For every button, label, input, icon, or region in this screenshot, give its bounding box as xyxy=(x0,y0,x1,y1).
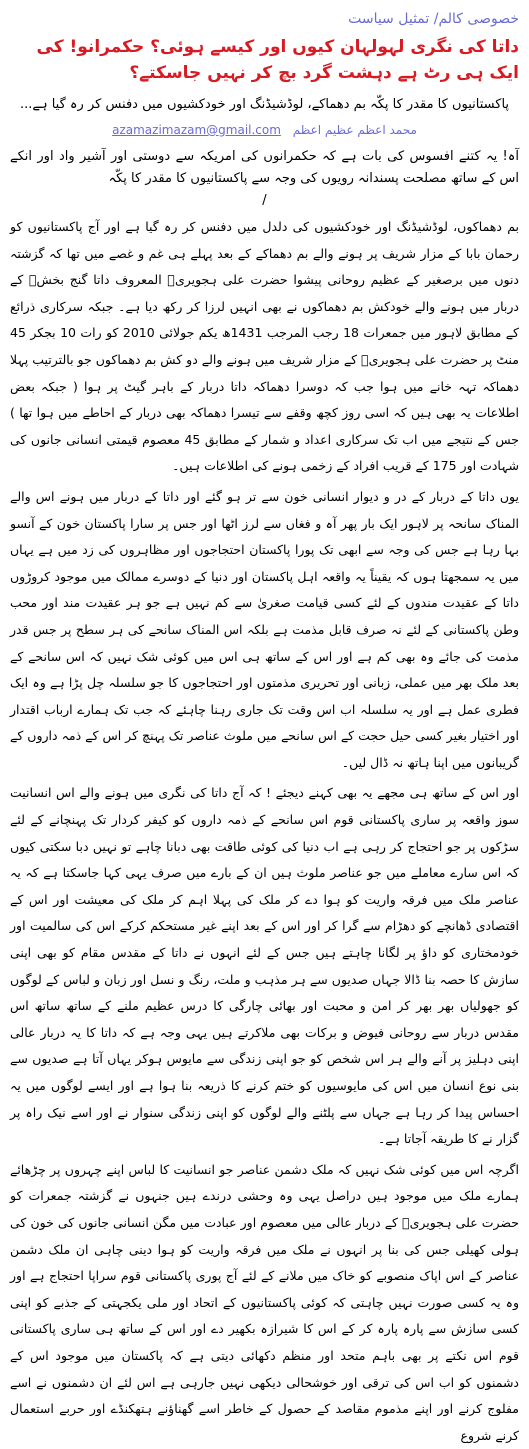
article-paragraph: اگرچہ اس میں کوئی شک نہیں کہ ملک دشمن عناصر جو انسانیت کا لباس اپنے چہروں پر چڑھائے ہمارے ملک میں موجود ہیں دراصل یہی وہ وحشی درندے ہیں جنہوں نے گزشتہ جمعرات کو حضرت علی ہجویریؒ کے دربار عالی میں معصوم اور عبادت میں مگن انسانی جانوں کی خون کی ہولی کھیلی جس کی بنا پر انہوں نے ملک میں فرقہ واریت کو ہوا دینی چاہی ان ملک دشمن عناصر کے اس اپاک منصوبے کو خاک میں ملانے کے لئے آج پوری پاکستانی قوم سراپا احتجاج ہے اور وہ یہ کسی صورت نہیں چاہتی کہ کوئی پاکستانیوں کے اتحاد اور ملی یکجہتی کے جذبے کو اپنی کسی سازش سے پارہ پارہ کر کے اس کا شیرازہ بکھیر دے اور اس کے ساتھ ہی ساری پاکستانی قوم اس نکتے پر بھی باہم متحد اور منظم دکھائی دیتی ہے کہ پاکستان میں موجود اس کے دشمنوں کو اب اس کی ترقی اور خوشحالی دیکھی نہیں جارہی ہے اس لئے ان دشمنوں نے اسے مفلوج کرنے اور اپنے مذموم مقاصد کے حصول کے خاطر اسے گھناؤنے ہتھکنڈے اور حربے استعمال کرنے شروع xyxy=(10,1161,519,1443)
author-line xyxy=(10,120,519,140)
column-kicker: خصوصی کالم/ تمثیل سیاست xyxy=(348,11,519,27)
article-intro: آہ! یہ کتنے افسوس کی بات ہے کہ حکمرانوں کی امریکہ سے دوستی اور آشیر واد اور انکے اس کے ساتھ مصلحت پسندانہ رویوں کی وجہ سے پاکستانیوں کا مقدر کا پکّہ xyxy=(10,149,519,186)
section-separator: / xyxy=(262,193,267,208)
author-name: محمد اعظم عظیم اعظم xyxy=(292,123,417,137)
article-paragraph: یوں داتا کے دربار کے در و دیوار انسانی خون سے تر ہو گئے اور داتا کے دربار میں ہونے اس والے المناک سانحہ پر لاہور ایک بار پھر آہ و فغاں سے لرز اٹھا اور جس پر سارا پاکستان خون کے آنسو بہا رہا ہے جس کی وجہ سے ابھی تک پورا پاکستان احتجاجوں اور مظاہروں کی زد میں ہے یہاں میں یہ سمجھتا ہوں کہ یقیناً یہ واقعہ اہل پاکستان اور دنیا کے دوسرے ممالک میں موجود کروڑوں داتا کے عقیدت مندوں کے لئے کسی قیامت صغریٰ سے کم نہیں ہے جو ہر عقیدت مند اور محب وطن پاکستانی کے لئے نہ صرف قابل مذمت ہے بلکہ اس المناک سانحے کی ہر سطح پر جس قدر مذمت کی جائے وہ بھی کم ہے اور اس کے ساتھ ہی اس میں کوئی شک نہیں کہ اس سانحے کے بعد ملک بھر میں عملی، زبانی اور تحریری مذمتوں اور احتجاجوں کا جو سلسلہ چل پڑا ہے وہ ایک فطری عمل ہے اور یہ سلسلہ اب اس وقت تک جاری رہنا چاہئے کہ جب تک ہمارے ارباب اقتدار اور اختیار بغیر کسی حیل حجت کے اس سانحے میں ملوث عناصر تک پہنچ کر اس کے ذمہ داروں کے گریبانوں میں اپنا ہاتھ نہ ڈال لیں۔ xyxy=(10,488,519,770)
article-paragraph: اور اس کے ساتھ ہی مجھے یہ بھی کہنے دیجئے ! کہ آج داتا کی نگری میں ہونے والے اس انسانیت سوز واقعہ پر ساری پاکستانی قوم اس سانحے کے ذمہ داروں کو کیفر کردار تک پہنچانے کے لئے سڑکوں پر جو احتجاج کر رہی ہے اب دنیا کی کوئی طاقت بھی دبانا چاہے تو نہیں دبا سکتی کیوں کہ اس سارے معاملے میں جو عناصر ملوث ہیں ان کے بارے میں صرف یہی کہا جاسکتا ہے کہ یہ عناصر ملک میں فرقہ واریت کو ہوا دے کر ملک کی پہلا اہم کر ملک کی معیشت اور اس کے اقتصادی ڈھانچے کو دھڑام سے گرا کر اور اس کے بعد اپنے غیر مستحکم کرکے اس کی سالمیت اور خودمختاری کو داؤ پر لگانا چاہتے ہیں جس کے لئے انہوں نے داتا کے مقدس مقام کو بھی اپنی سازش کا حصہ بنا ڈالا جہاں صدیوں سے ہر مذہب و ملت، رنگ و نسل اور زبان و لباس کے لوگوں کو جھولیاں بھر بھر کر امن و محبت اور بھائی چارگی کا درس عظیم ملنے کے ساتھ ساتھ اس مقدس دربار سے روحانی فیوض و برکات بھی ملاکرتے ہیں یہی وجہ ہے کہ داتا کا یہ دربار عالی اپنی دہلیز پر آنے والے ہر اس شخص کو جو اپنی زندگی سے مایوس ہوکر یہاں آتا ہے صدیوں سے بنی نوع انسان میں اس کی مایوسیوں کو ختم کرنے کا ذریعہ بنا ہوا ہے اور ایسے لوگوں میں یہ احساس پیدا کر رہا ہے جہاں سے پلٹنے والے لوگوں کو اپنی زندگی سنوار نے اور اسے نیک راہ پر گزار نے کا طریقہ آجاتا ہے۔ xyxy=(10,785,519,1147)
article-subhead: پاکستانیوں کا مقدر کا پکّہ بم دھماکے، لوڈشیڈنگ اور خودکشیوں میں دفنس کر رہ گیا ہے... xyxy=(19,97,510,112)
author-email-link[interactable]: azamazimazam@gmail.com xyxy=(112,123,281,137)
article-paragraph: بم دھماکوں، لوڈشیڈنگ اور خودکشیوں کی دلدل میں دفنس کر رہ گیا ہے اور آج پاکستانیوں کو رحمان بابا کے مزار شریف پر ہونے والے بم دھماکے کے بعد پہلے ہی غم و غصے میں تھا کہ گزشتہ دنوں میں برصغیر کے عظیم روحانی پیشوا حضرت علی ہجویریؒ المعروف داتا گنج بخشؒ کے دربار میں ہونے والے خودکش بم دھماکوں نے بھی انہیں لرزا کر رکھ دیا ہے۔ جبکہ سرکاری ذرائع کے مطابق لاہور میں جمعرات 18 رجب المرجب 1431ھ یکم جولائی 2010 کو رات 10 بجکر 45 منٹ پر حضرت علی ہجویریؒ کے مزار شریف میں ہونے والے دو کش بم دھماکوں جو بالترتیب پہلا دھماکہ تہہ خانے میں ہوا جب کہ دوسرا دھماکہ داتا دربار کے باہر گیٹ پر ہوا ( جبکہ بعض اطلاعات یہ بھی ہیں کہ اسی روز کچھ وقفے سے تیسرا دھماکہ بھی دربار کے احاطے میں ہوا تھا ) جس کے نتیجے میں اب تک سرکاری اعداد و شمار کے مطابق 45 معصوم قیمتی انسانی جانوں کی شہادت اور 175 کے قریب افراد کے زخمی ہونے کی اطلاعات ہیں۔ xyxy=(10,219,520,474)
article-headline: داتا کی نگری لہولہان کیوں اور کیسے ہوئی؟ حکمرانو! کی ایک ہی رٹ ہے دہشت گرد بچ کر نہیں جاسکتے؟ xyxy=(36,37,519,83)
